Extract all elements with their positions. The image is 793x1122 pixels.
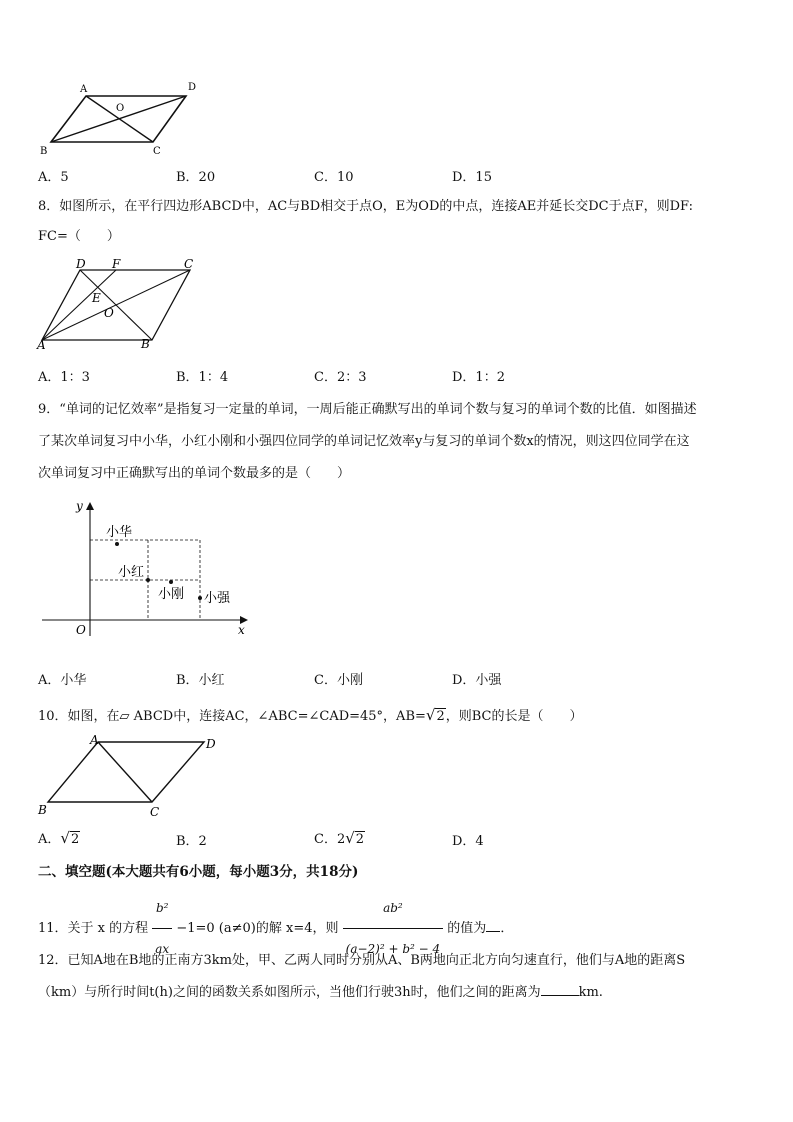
- label-xiaoqiang: 小强: [204, 591, 231, 606]
- q8-option-d[interactable]: D．1：2: [452, 370, 505, 385]
- q10-option-a-label: A．: [38, 832, 61, 847]
- point-xiaoqiang: [198, 596, 202, 600]
- q10-stem: [38, 702, 583, 730]
- point-label-c: C: [184, 257, 194, 271]
- q11-text-4: ．: [500, 921, 514, 936]
- point-label-f: F: [112, 257, 121, 271]
- q8-option-a[interactable]: A．1：3: [38, 370, 90, 385]
- q10-option-d[interactable]: D．4: [452, 834, 484, 849]
- answer-blank[interactable]: [486, 931, 500, 932]
- point-xiaogang: [169, 580, 173, 584]
- q11-text-2: −1=0 (a≠0)的解 x=4，则: [176, 921, 339, 936]
- fraction-2-denominator: (a−2)² + b² − 4: [345, 942, 441, 956]
- y-axis-label: y: [76, 499, 83, 513]
- q7-option-a[interactable]: A．5: [38, 170, 69, 185]
- sqrt-expression: √2: [425, 706, 445, 724]
- q8-option-b[interactable]: B．1：4: [176, 370, 229, 385]
- q10-stem-prefix: 10．如图，在▱ ABCD中，连接AC，∠ABC=∠CAD=45°，AB=: [38, 709, 426, 724]
- point-label-o: O: [116, 103, 125, 114]
- q9-option-b[interactable]: B．小红: [176, 673, 225, 688]
- parallelogram-figure-q10: [34, 730, 224, 822]
- point-label-e: E: [92, 291, 101, 305]
- point-label-d: D: [76, 257, 86, 271]
- label-xiaogang: 小刚: [158, 587, 185, 602]
- q10-option-b[interactable]: B．2: [176, 834, 207, 849]
- point-label-c: C: [150, 805, 160, 819]
- q7-option-d[interactable]: D．15: [452, 170, 492, 185]
- q8-option-c[interactable]: C．2：3: [314, 370, 367, 385]
- q8-stem-line1: 8．如图所示，在平行四边形ABCD中，AC与BD相交于点O，E为OD的中点，连接AE并延长交DC于点F，则DF:: [38, 199, 693, 214]
- q9-option-a[interactable]: A．小华: [38, 673, 87, 688]
- q9-option-d[interactable]: D．小强: [452, 673, 502, 688]
- fraction-1-denominator: ax: [155, 942, 170, 956]
- point-label-b: B: [141, 337, 150, 350]
- q9-stem-line1: 9．“单词的记忆效率”是指复习一定量的单词，一周后能正确默写出的单词个数与复习的单词个数的比值．如图描述: [38, 402, 697, 417]
- point-label-d: D: [206, 737, 216, 751]
- fraction-1-numerator: b²: [152, 888, 172, 929]
- label-xiaohong: 小红: [118, 565, 145, 580]
- point-label-b: B: [38, 803, 47, 817]
- q9-stem-line2: 了某次单词复习中小华，小红小刚和小强四位同学的单词记忆效率y与复习的单词个数x的情况，则这四位同学在这: [38, 434, 690, 449]
- point-xiaohong: [146, 578, 150, 582]
- point-label-a: A: [37, 338, 46, 350]
- parallelogram-figure-q7: [36, 78, 206, 158]
- q12-text-post: km.: [578, 985, 603, 1000]
- sqrt-arg: 2: [70, 832, 80, 847]
- sqrt-expression: √2: [345, 829, 365, 847]
- point-label-c: C: [153, 146, 161, 157]
- q9-stem-line3: 次单词复习中正确默写出的单词个数最多的是（ ）: [38, 466, 351, 481]
- q11-text-1: 11．关于 x 的方程: [38, 921, 149, 936]
- section-heading: 二、填空题(本大题共有6小题，每小题3分，共18分): [38, 864, 359, 880]
- memory-efficiency-graph: [38, 496, 258, 642]
- point-label-o: O: [104, 306, 114, 320]
- q10-option-c-label: C．2: [314, 832, 346, 847]
- q10-stem-suffix: ，则BC的长是（ ）: [445, 709, 583, 724]
- parallelogram-figure-q8: [34, 256, 196, 350]
- point-label-a: A: [80, 84, 88, 95]
- fraction-2-numerator: ab²: [343, 888, 444, 929]
- point-xiaohua: [115, 542, 119, 546]
- point-label-b: B: [40, 146, 48, 157]
- point-label-d: D: [188, 82, 197, 93]
- origin-label: O: [76, 623, 86, 637]
- q12-text-pre: （km）与所行时间t(h)之间的函数关系如图所示，当他们行驶3h时，他们之间的距离为: [38, 985, 541, 1000]
- q7-option-c[interactable]: C．10: [314, 170, 354, 185]
- q10-option-a[interactable]: [38, 828, 80, 847]
- q12-stem-line2: [38, 980, 603, 1006]
- sqrt-arg: 2: [436, 709, 445, 724]
- answer-blank[interactable]: [541, 995, 579, 996]
- sqrt-arg: 2: [355, 832, 365, 847]
- point-label-a: A: [90, 733, 99, 747]
- label-xiaohua: 小华: [106, 525, 133, 540]
- q9-option-c[interactable]: C．小刚: [314, 673, 363, 688]
- q12-stem-line1: 12．已知A地在B地的正南方3km处，甲、乙两人同时分别从A、B两地向正北方向匀速直行，他们与A地的距离S: [38, 953, 686, 968]
- x-axis-label: x: [238, 623, 245, 637]
- q11-text-3: 的值为: [447, 921, 487, 936]
- q10-option-c[interactable]: [314, 828, 365, 847]
- sqrt-expression: √2: [60, 829, 80, 847]
- q7-option-b[interactable]: B．20: [176, 170, 216, 185]
- q8-stem-line2: FC=（ ）: [38, 229, 120, 244]
